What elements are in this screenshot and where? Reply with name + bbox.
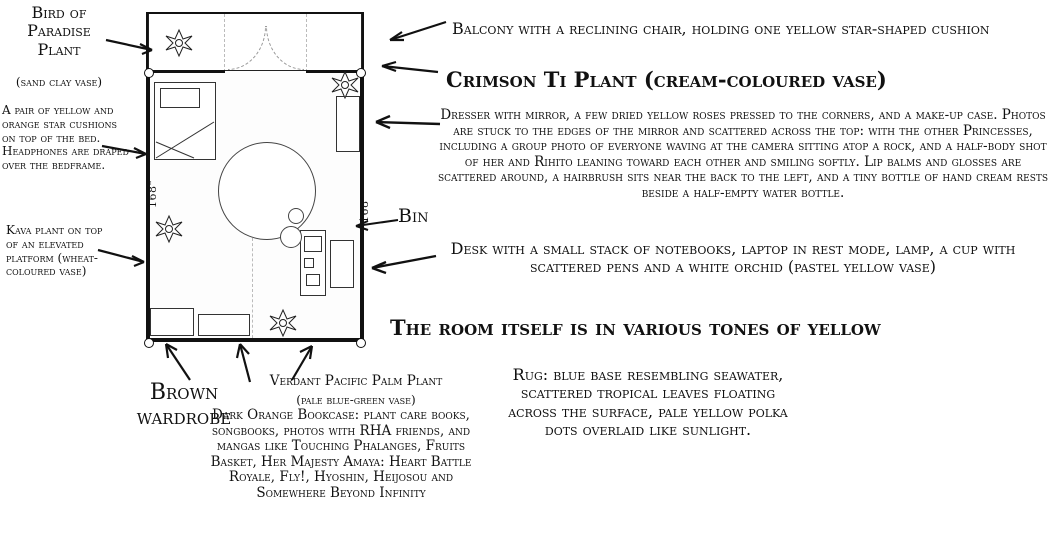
label-desk: Desk with a small stack of notebooks, laptop in rest mode, lamp, a cup with scattered pens and a white orchid (pastel yellow vase) (450, 239, 1016, 277)
floor-guide-center (252, 238, 253, 338)
corner-node-bl (144, 338, 154, 348)
label-crimson-ti: Crimson Ti Plant (cream-coloured vase) (446, 67, 887, 92)
shelf-right (330, 240, 354, 288)
label-rug: Rug: blue base resembling seawater, scattered tropical leaves floating across the surface, pale yellow polka dots overlaid like sunlight. (508, 365, 788, 440)
arrow-wardrobe (160, 340, 194, 382)
bird-of-paradise-plant-icon (164, 28, 194, 58)
label-balcony: Balcony with a reclining chair, holding one yellow star-shaped cushion (452, 19, 990, 38)
label-palm-plant-vase: (pale blue-green vase) (296, 393, 416, 407)
label-kava-plant: Kava plant on top of an elevated platform (wheat-coloured vase) (6, 223, 103, 279)
wardrobe (150, 308, 194, 336)
label-bird-of-paradise: Bird of Paradise Plant (27, 3, 91, 59)
bed-pillow (160, 88, 200, 108)
label-bird-of-paradise-vase: (sand clay vase) (15, 75, 103, 89)
label-bookcase: Dark Orange Bookcase: plant care books, songbooks, photos with RHA friends, and mangas like Touching Phalanges, Fruits Basket, Her Majesty Amaya: Heart Battle Royale, Fly!, Hyoshin, Heijosou and Somewhere Beyond Infinity (210, 407, 472, 501)
palm-plant-icon (268, 308, 298, 338)
rug (218, 142, 316, 240)
bin (288, 208, 304, 224)
bed-duvet-fold (154, 108, 216, 160)
arrow-balcony (382, 18, 448, 48)
balcony-guide-left (224, 14, 225, 72)
arrow-dresser (370, 110, 442, 136)
desk-lamp (304, 258, 314, 268)
arrow-kava-plant (96, 246, 156, 268)
bookcase (198, 314, 250, 336)
corner-node-tl (144, 68, 154, 78)
label-dresser: Dresser with mirror, a few dried yellow roses pressed to the corners, and a make-up case. Photos are stuck to the edges of the mirror and scattered across the top: with the other Princesses, including a group photo of everyone waving at the camera sitting atop a rock, and a half-body shot of her and Rihito leaning toward each other and smiling softly. Lip balms and glosses are scattered around, a hairbrush sits near the back to the left, and a tiny bottle of hand cream rests beside a half-empty water bottle. (437, 107, 1049, 201)
arrow-bird-of-paradise (104, 36, 164, 58)
label-cushions: A pair of yellow and orange star cushions on top of the bed. Headphones are draped over the bedframe. (2, 103, 129, 173)
arrow-bin (352, 214, 400, 234)
balcony-guide-right (306, 14, 307, 72)
desk-laptop (306, 274, 320, 286)
label-bin: Bin (398, 205, 429, 227)
kava-plant-icon (154, 214, 184, 244)
dimension-left: 168" (146, 179, 159, 208)
corner-node-br (356, 338, 366, 348)
wall-top-left (150, 70, 225, 73)
label-wardrobe: Brown wardrobe (136, 380, 232, 431)
label-room-tone: The room itself is in various tones of yellow (390, 315, 881, 340)
dresser (336, 96, 360, 152)
arrow-cushions (100, 140, 158, 162)
arrow-crimson-ti (376, 58, 440, 82)
desk-monitor (304, 236, 322, 252)
label-palm-plant: Verdant Pacific Palm Plant (269, 373, 443, 389)
floorplan (140, 8, 370, 343)
dimension-right: 168" (358, 194, 371, 223)
crimson-ti-plant-icon (330, 70, 360, 100)
desk-chair (280, 226, 302, 248)
